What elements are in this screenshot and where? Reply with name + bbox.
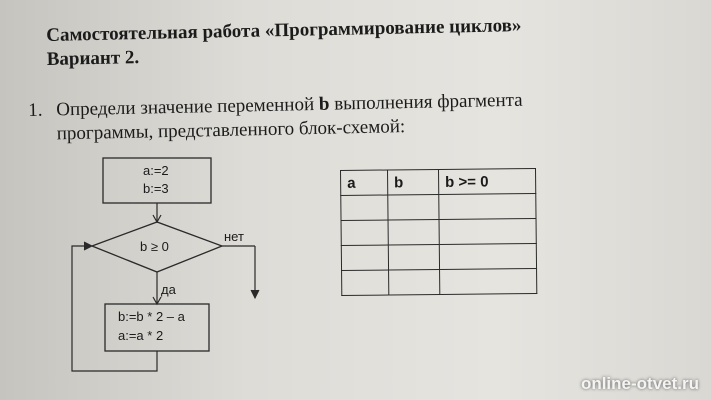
table-row (341, 218, 536, 245)
init-line-1: a:=2 (143, 163, 169, 178)
table-cell (389, 269, 440, 295)
task-text-after: выполнения фрагмента (329, 89, 523, 115)
column-header-b: b (388, 169, 439, 195)
task-text-line-2: программы, представленного блок-схемой: (56, 116, 406, 145)
table-row (341, 243, 536, 270)
table-cell (341, 195, 388, 220)
table-cell (439, 218, 536, 244)
table-cell (388, 194, 439, 220)
table-cell (439, 243, 536, 269)
task-text-before: Определи значение переменной (56, 93, 320, 121)
table-cell (439, 193, 536, 219)
body-line-1: b:=b * 2 – a (118, 309, 185, 324)
column-header-condition: b >= 0 (438, 168, 535, 194)
table-row (341, 193, 536, 220)
title-line-1: Самостоятельная работа «Программирование циклов» (46, 15, 522, 46)
table-cell (341, 245, 388, 270)
table-cell (388, 219, 439, 245)
trace-table (340, 168, 537, 296)
table-cell (342, 270, 389, 295)
condition-text: b ≥ 0 (140, 239, 169, 254)
task-variable: b (318, 93, 330, 115)
title-line-2: Вариант 2. (46, 47, 140, 70)
arrowhead-icon (84, 242, 92, 250)
column-header-a: a (341, 170, 388, 195)
watermark: online-otvet.ru (580, 374, 699, 393)
init-line-2: b:=3 (143, 181, 169, 196)
task-number: 1. (28, 99, 43, 121)
no-label: нет (224, 229, 244, 244)
table-cell (440, 268, 537, 294)
body-line-2: a:=a * 2 (118, 328, 164, 343)
yes-label: да (161, 282, 176, 297)
table-header-row (341, 168, 536, 195)
table-cell (341, 220, 388, 245)
arrowhead-icon (251, 290, 259, 298)
table-row (342, 268, 537, 295)
table-cell (388, 244, 439, 270)
